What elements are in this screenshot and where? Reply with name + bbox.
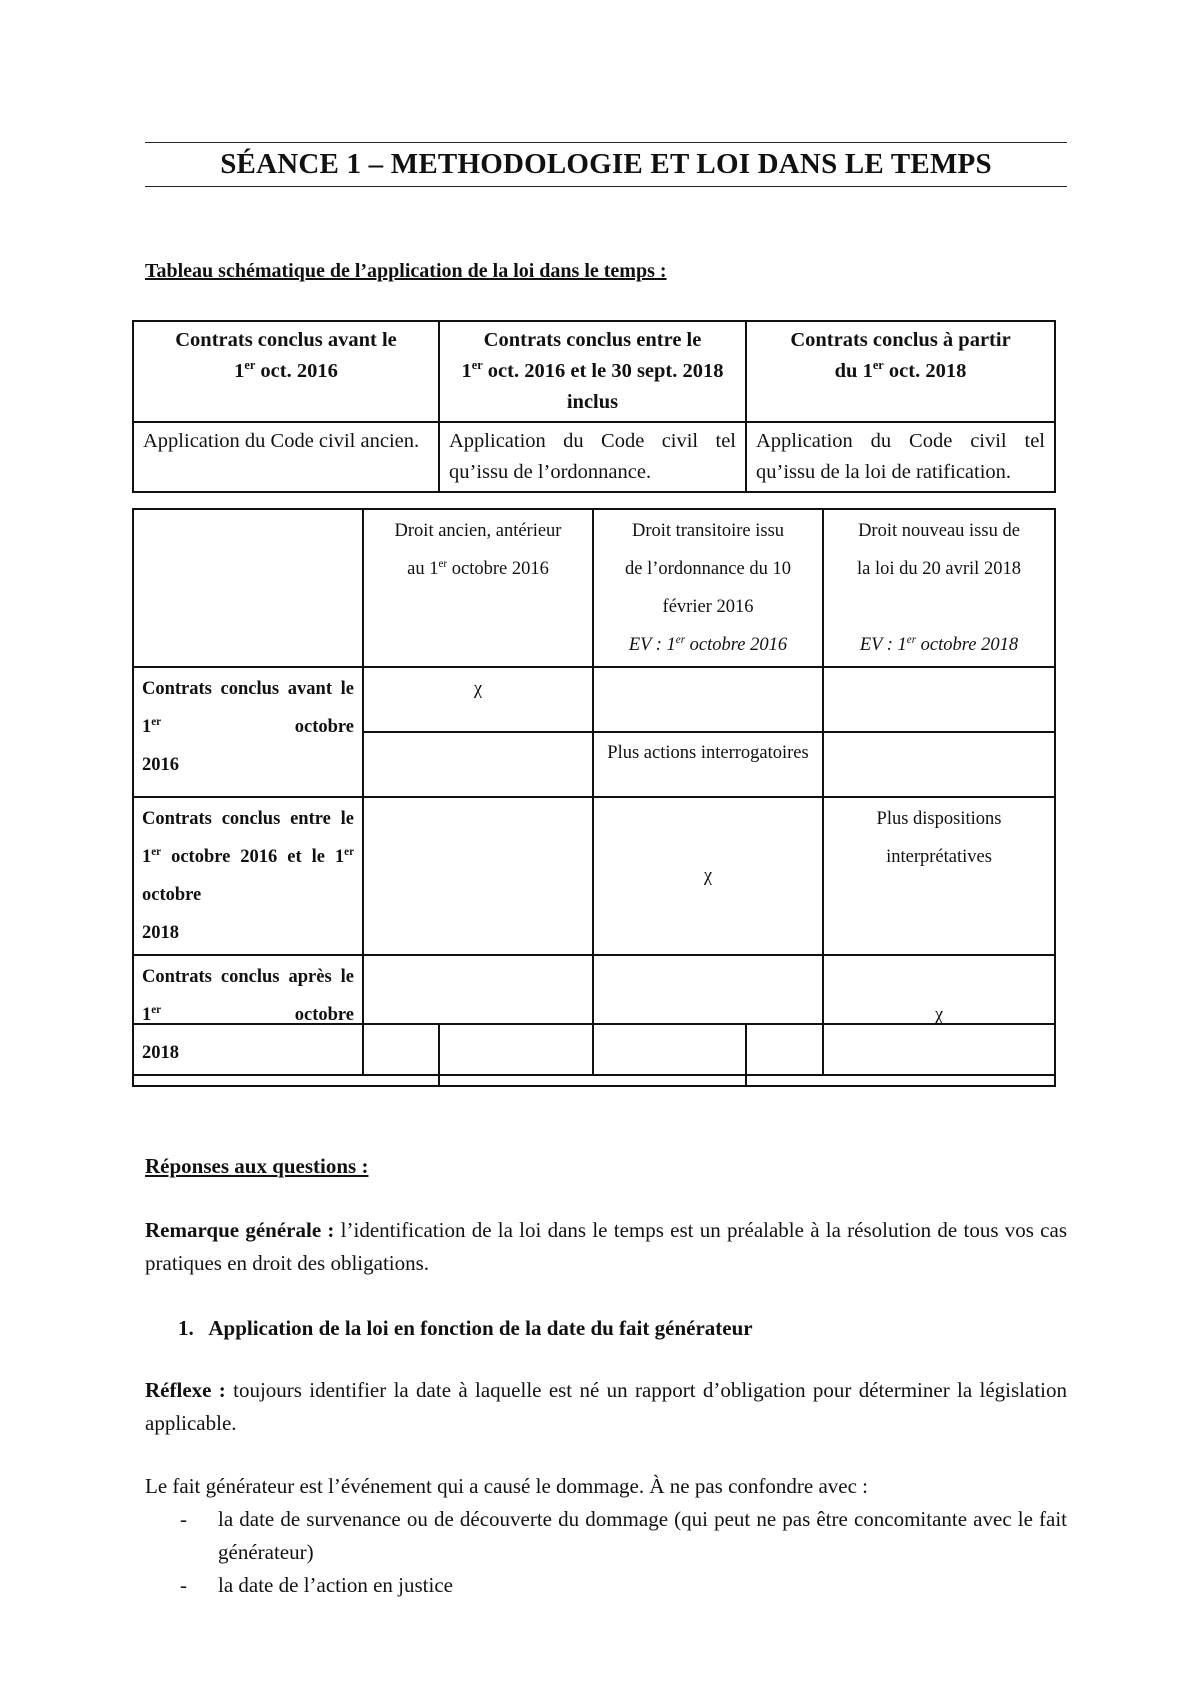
chi-mark: χ (363, 667, 593, 732)
col-head-text: octobre 2016 (447, 559, 549, 579)
reflexe-label: Réflexe : (145, 1378, 226, 1402)
header-text: 1 (461, 360, 472, 382)
col-head-text: de l’ordonnance du 10 février 2016 (625, 559, 791, 617)
superscript: er (244, 358, 256, 373)
col-head-text: Droit transitoire issu (631, 521, 785, 541)
chi-mark: χ (823, 955, 1055, 1075)
col-head-nouveau (823, 509, 1055, 667)
section-heading (178, 1316, 753, 1341)
col-head-text: au 1 (407, 559, 439, 579)
effective-date: EV : 1er octobre 2016 (628, 633, 788, 655)
note-dispositions-interpretatives: Plus dispositions interprétatives (823, 797, 1055, 955)
header-text: du 1 (834, 360, 873, 382)
superscript: er (872, 358, 884, 373)
header-cell-after-2018 (746, 321, 1055, 422)
table-cell (133, 1024, 439, 1086)
table-subheading: Tableau schématique de l’application de la loi dans le temps : (145, 260, 667, 282)
empty-corner-cell (133, 509, 363, 667)
header-text: Contrats conclus avant le (175, 329, 397, 351)
col-head-text: Droit nouveau issu de (858, 521, 1020, 541)
col-head-text: Droit ancien, antérieur (394, 521, 562, 541)
col-head-text: la loi du 20 avril 2018 (857, 559, 1021, 579)
chi-mark: χ (593, 797, 823, 955)
col-head-ancien (363, 509, 593, 667)
bullet-mark: - (180, 1507, 187, 1531)
table-cell: Application du Code civil ancien. (133, 422, 439, 492)
remark-label: Remarque générale : (145, 1218, 335, 1242)
header-text: Contrats conclus à partir (790, 329, 1011, 351)
header-text: oct. 2016 et le 30 sept. 2018 inclus (482, 360, 724, 413)
header-text: oct. 2016 (255, 360, 338, 382)
header-text: Contrats conclus entre le (483, 329, 702, 351)
table-row (133, 509, 1055, 667)
table-cell (363, 797, 593, 955)
note-actions-interrogatoires: Plus actions interrogatoires (593, 732, 823, 797)
effective-date: EV : 1er octobre 2018 (859, 633, 1019, 655)
table-cell: Application du Code civil tel qu’issu de l’ordonnance. (439, 422, 746, 492)
title-top-rule (145, 142, 1067, 143)
answers-heading: Réponses aux questions : (145, 1154, 369, 1178)
row-label-2016-2018: Contrats conclus entre le 1er octobre 2016 et le 1er octobre 2018 (133, 797, 363, 955)
fait-generateur-paragraph: Le fait générateur est l’événement qui a causé le dommage. À ne pas confondre avec : (145, 1474, 869, 1498)
title-bottom-rule (145, 186, 1067, 187)
table-cell (823, 667, 1055, 732)
page-title: SÉANCE 1 – METHODOLOGIE ET LOI DANS LE TEMPS (220, 148, 992, 180)
remark-text: l’identification de la loi dans le temps est un préalable à la résolution de tous vos cas pratiques en droit des obligations. (145, 1218, 1067, 1275)
header-cell-before-2016 (133, 321, 439, 422)
header-text: 1 (234, 360, 245, 382)
row-label-after-2018: Contrats conclus après le 1er octobre 2018 (133, 955, 363, 1075)
table-row (133, 422, 1055, 492)
list-item: la date de l’action en justice (218, 1573, 453, 1597)
table-row (133, 321, 1055, 422)
empty-footer-table (132, 1023, 1056, 1087)
superscript: er (438, 557, 448, 570)
row-label-before-2016: Contrats conclus avant le 1er octobre 2016 (133, 667, 363, 797)
header-cell-2016-2018 (439, 321, 746, 422)
header-text: oct. 2018 (883, 360, 967, 382)
table-row (133, 1024, 1055, 1086)
col-head-transitoire (593, 509, 823, 667)
section-number: 1. (178, 1316, 194, 1340)
reflexe-paragraph (145, 1374, 1067, 1440)
table-cell (439, 1024, 746, 1086)
table-cell: Application du Code civil tel qu’issu de la loi de ratification. (746, 422, 1055, 492)
general-remark (145, 1214, 1067, 1280)
section-title: Application de la loi en fonction de la date du fait générateur (208, 1316, 753, 1340)
superscript: er (471, 358, 483, 373)
table-cell (363, 732, 593, 797)
table-row (133, 797, 1055, 955)
law-period-table (132, 320, 1056, 493)
table-row (133, 667, 1055, 732)
bullet-mark: - (180, 1573, 187, 1597)
list-item: la date de survenance ou de découverte du dommage (qui peut ne pas être concomitante avec le fait générateur) (218, 1507, 1067, 1564)
applicable-law-matrix (132, 508, 1056, 1076)
table-cell (823, 732, 1055, 797)
table-cell (746, 1024, 1055, 1086)
table-cell (593, 667, 823, 732)
reflexe-text: toujours identifier la date à laquelle est né un rapport d’obligation pour déterminer la législation applicable. (145, 1378, 1067, 1435)
